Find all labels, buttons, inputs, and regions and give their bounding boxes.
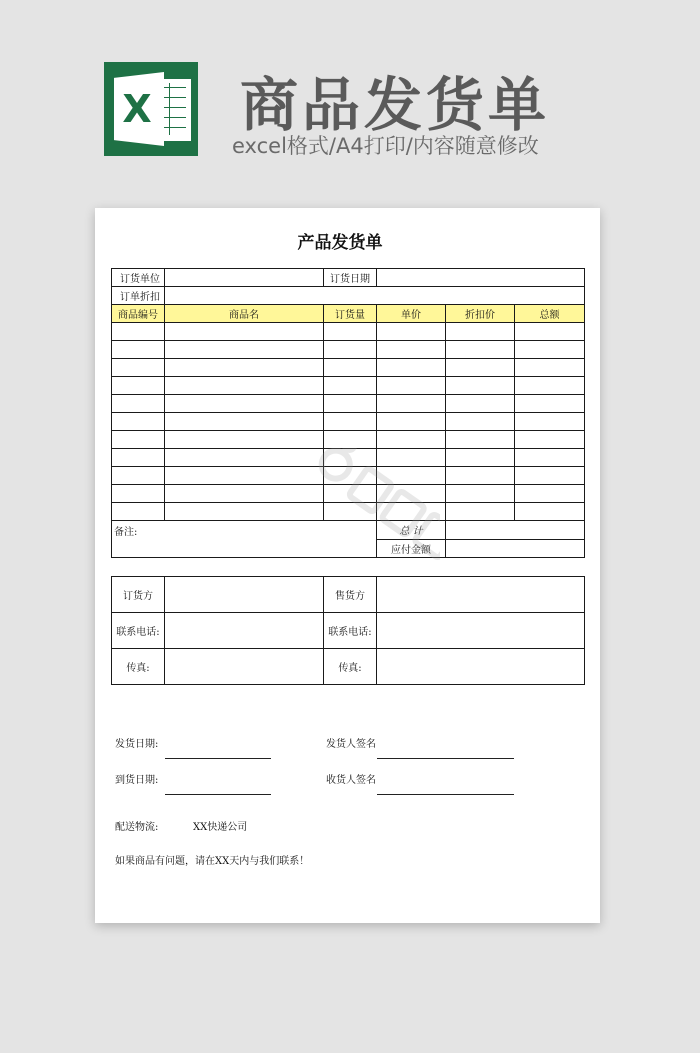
table-cell[interactable]: [165, 503, 324, 521]
total-label: 总 计: [377, 521, 446, 540]
table-cell[interactable]: [165, 431, 324, 449]
column-header: 单价: [377, 305, 446, 323]
column-header: 折扣价: [446, 305, 515, 323]
total-field[interactable]: [446, 521, 585, 540]
table-row: [112, 413, 585, 431]
table-cell[interactable]: [515, 377, 585, 395]
table-cell[interactable]: [446, 377, 515, 395]
table-cell[interactable]: [112, 485, 165, 503]
table-cell[interactable]: [446, 359, 515, 377]
table-cell[interactable]: [165, 395, 324, 413]
table-cell[interactable]: [446, 341, 515, 359]
table-cell[interactable]: [377, 431, 446, 449]
table-cell[interactable]: [324, 467, 377, 485]
table-cell[interactable]: [446, 413, 515, 431]
table-cell[interactable]: [324, 449, 377, 467]
table-cell[interactable]: [165, 323, 324, 341]
table-row: [112, 395, 585, 413]
table-cell[interactable]: [112, 359, 165, 377]
table-cell[interactable]: [324, 323, 377, 341]
table-cell[interactable]: [446, 467, 515, 485]
table-row: [112, 341, 585, 359]
table-cell[interactable]: [377, 467, 446, 485]
table-row: [112, 359, 585, 377]
arrival-date-line[interactable]: [165, 794, 271, 795]
table-cell[interactable]: [515, 359, 585, 377]
ship-date-label: 发货日期:: [115, 739, 159, 750]
hero-subtitle: excel格式/A4打印/内容随意修改: [232, 134, 539, 158]
table-cell[interactable]: [515, 323, 585, 341]
buyer-phone-field[interactable]: [165, 613, 324, 649]
table-cell[interactable]: [446, 485, 515, 503]
table-cell[interactable]: [112, 449, 165, 467]
table-cell[interactable]: [112, 395, 165, 413]
table-cell[interactable]: [446, 323, 515, 341]
table-cell[interactable]: [324, 413, 377, 431]
ship-date-line[interactable]: [165, 758, 271, 759]
table-cell[interactable]: [377, 359, 446, 377]
table-cell[interactable]: [515, 413, 585, 431]
contact-table: [111, 576, 585, 685]
table-cell[interactable]: [377, 485, 446, 503]
table-cell[interactable]: [112, 431, 165, 449]
column-header: 商品编号: [112, 305, 165, 323]
table-row: [112, 449, 585, 467]
table-cell[interactable]: [112, 377, 165, 395]
table-row: [112, 323, 585, 341]
buyer-fax-label: 传真:: [112, 649, 165, 685]
table-cell[interactable]: [165, 341, 324, 359]
table-row: [112, 485, 585, 503]
order-discount-label: 订单折扣: [112, 287, 165, 305]
table-row: [112, 467, 585, 485]
logistics-value: XX快递公司: [193, 822, 248, 833]
table-cell[interactable]: [165, 413, 324, 431]
order-discount-field[interactable]: [165, 287, 585, 305]
column-header: 总额: [515, 305, 585, 323]
table-cell[interactable]: [446, 395, 515, 413]
table-cell[interactable]: [112, 323, 165, 341]
seller-fax-field[interactable]: [377, 649, 585, 685]
table-row: [112, 431, 585, 449]
logistics-label: 配送物流:: [115, 822, 159, 833]
table-cell[interactable]: [377, 449, 446, 467]
table-cell[interactable]: [112, 413, 165, 431]
order-date-field[interactable]: [377, 269, 585, 287]
table-cell[interactable]: [112, 503, 165, 521]
document-title: 产品发货单: [297, 233, 383, 253]
table-cell[interactable]: [112, 341, 165, 359]
table-cell[interactable]: [165, 467, 324, 485]
table-cell[interactable]: [165, 377, 324, 395]
arrival-date-label: 到货日期:: [115, 775, 159, 786]
receiver-sign-line[interactable]: [377, 794, 514, 795]
table-cell[interactable]: [377, 341, 446, 359]
table-cell[interactable]: [324, 341, 377, 359]
table-cell[interactable]: [165, 359, 324, 377]
payable-field[interactable]: [446, 539, 585, 558]
order-unit-label: 订货单位: [112, 269, 165, 287]
table-header-row: [112, 305, 585, 323]
order-unit-field[interactable]: [165, 269, 324, 287]
footer-note: 如果商品有问题，请在XX天内与我们联系！: [115, 856, 310, 867]
table-cell[interactable]: [324, 431, 377, 449]
table-cell[interactable]: [515, 341, 585, 359]
table-cell[interactable]: [515, 467, 585, 485]
table-cell[interactable]: [324, 485, 377, 503]
table-cell[interactable]: [515, 503, 585, 521]
excel-logo: [104, 62, 198, 156]
seller-phone-field[interactable]: [377, 613, 585, 649]
receiver-sign-label: 收货人签名: [326, 775, 376, 786]
remarks-label: 备注:: [114, 527, 138, 538]
seller-phone-label: 联系电话:: [324, 613, 377, 649]
table-cell[interactable]: [446, 431, 515, 449]
seller-label: 售货方: [324, 577, 377, 613]
invoice-sheet: [95, 208, 600, 923]
seller-fax-label: 传真:: [324, 649, 377, 685]
hero-title: 商品发货单: [240, 71, 551, 139]
shipper-sign-label: 发货人签名: [326, 739, 376, 750]
table-cell[interactable]: [515, 449, 585, 467]
table-cell[interactable]: [324, 503, 377, 521]
order-table: [111, 268, 585, 558]
shipper-sign-line[interactable]: [377, 758, 514, 759]
table-cell[interactable]: [324, 359, 377, 377]
table-cell[interactable]: [446, 503, 515, 521]
table-cell[interactable]: [446, 449, 515, 467]
table-cell[interactable]: [515, 431, 585, 449]
table-cell[interactable]: [377, 413, 446, 431]
table-cell[interactable]: [377, 377, 446, 395]
table-cell[interactable]: [377, 323, 446, 341]
remarks-field[interactable]: [112, 521, 377, 558]
order-date-label: 订货日期: [324, 269, 377, 287]
buyer-field[interactable]: [165, 577, 324, 613]
table-cell[interactable]: [112, 467, 165, 485]
payable-label: 应付金额: [377, 539, 446, 558]
table-cell[interactable]: [165, 449, 324, 467]
column-header: 订货量: [324, 305, 377, 323]
buyer-label: 订货方: [112, 577, 165, 613]
buyer-fax-field[interactable]: [165, 649, 324, 685]
column-header: 商品名: [165, 305, 324, 323]
table-cell[interactable]: [515, 395, 585, 413]
table-cell[interactable]: [324, 395, 377, 413]
table-cell[interactable]: [377, 395, 446, 413]
seller-field[interactable]: [377, 577, 585, 613]
excel-letter: X: [122, 87, 152, 131]
table-row: [112, 503, 585, 521]
table-cell[interactable]: [324, 377, 377, 395]
table-cell[interactable]: [165, 485, 324, 503]
table-cell[interactable]: [377, 503, 446, 521]
table-cell[interactable]: [515, 485, 585, 503]
buyer-phone-label: 联系电话:: [112, 613, 165, 649]
table-row: [112, 377, 585, 395]
